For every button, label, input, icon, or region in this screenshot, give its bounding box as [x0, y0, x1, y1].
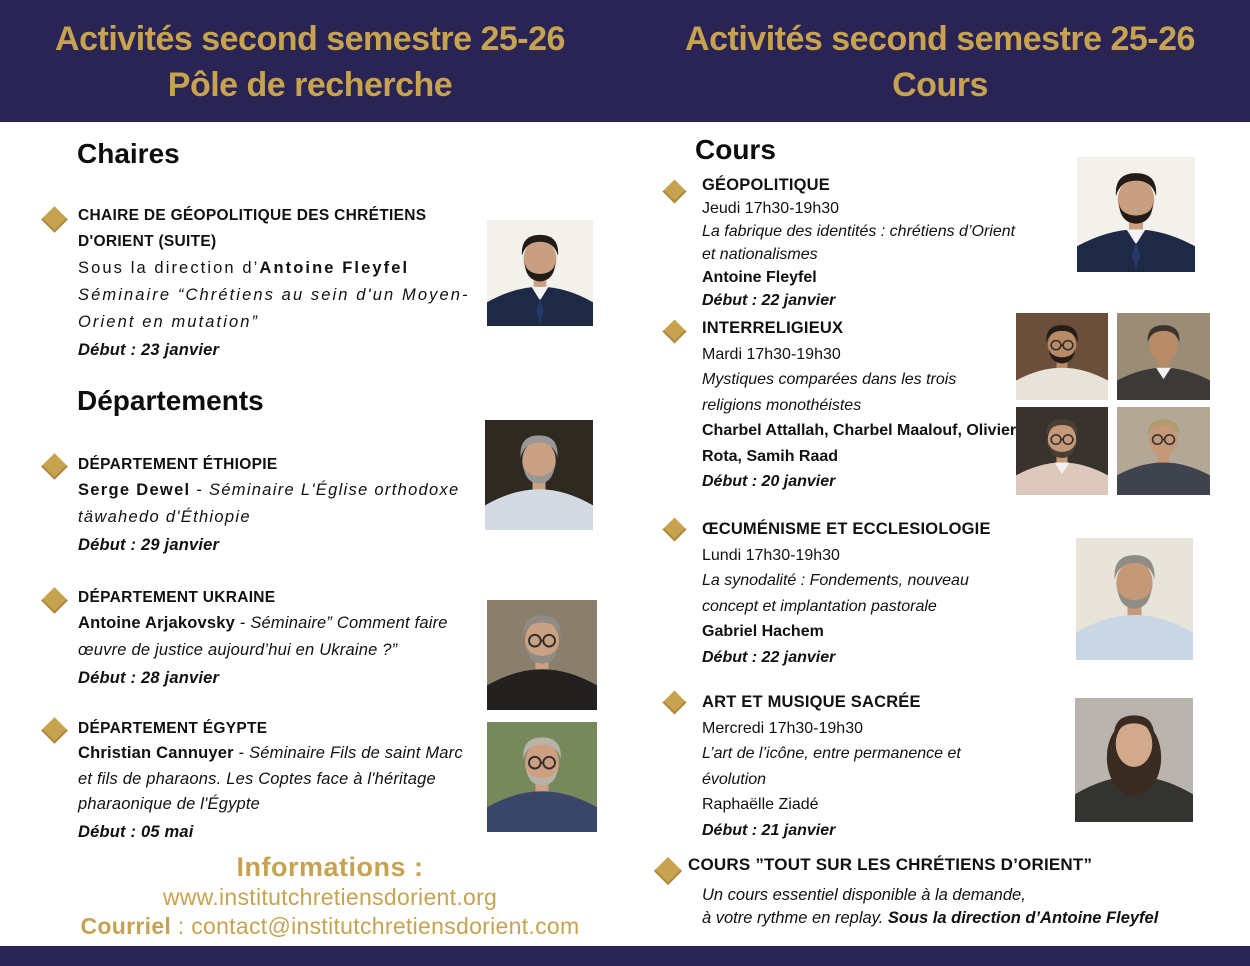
- course-oecumenisme-schedule: Lundi 17h30-19h30: [702, 546, 840, 564]
- top-header-band: [0, 0, 1250, 122]
- course-geopolitique-topic: La fabrique des identités : chrétiens d’Orient et nationalismes: [702, 223, 1016, 263]
- course-art-musique: [702, 690, 1022, 843]
- dept-ethiopie-item: [78, 452, 470, 560]
- dept-ukraine-name: Antoine Arjakovsky: [78, 614, 236, 632]
- photo-interreligieux-4: [1117, 407, 1210, 495]
- chaire-direction-prefix: Sous la direction d’: [78, 259, 260, 277]
- course-oecumenisme-debut: Début : 22 janvier: [702, 648, 836, 666]
- dept-ukraine-title: DÉPARTEMENT UKRAINE: [78, 589, 276, 606]
- course-oecumenisme-title: ŒCUMÉNISME ET ECCLESIOLOGIE: [702, 520, 991, 538]
- diamond-bullet-geopolitique: [662, 179, 686, 203]
- diamond-bullet-ethiopie: [41, 453, 68, 480]
- dept-ethiopie-sep: -: [190, 481, 210, 499]
- course-geopolitique-teacher: Antoine Fleyfel: [702, 269, 817, 286]
- course-art-musique-teacher: Raphaëlle Ziadé: [702, 796, 819, 813]
- dept-egypte-item: [78, 716, 478, 846]
- header-research-line2: Pôle de recherche: [167, 66, 453, 104]
- course-art-musique-topic: L’art de l’icône, entre permanence et évolution: [702, 745, 961, 788]
- bottom-footer-band: [0, 946, 1250, 966]
- course-interreligieux: [702, 316, 1017, 495]
- chaire-seminar: Séminaire “Chrétiens au sein d'un Moyen-Orient en mutation”: [78, 286, 470, 331]
- dept-egypte-debut: Début : 05 mai: [78, 822, 194, 841]
- dept-ethiopie-name: Serge Dewel: [78, 481, 191, 499]
- chaire-debut: Début : 23 janvier: [78, 341, 220, 359]
- chaire-direction-name: Antoine Fleyfel: [259, 259, 410, 277]
- dept-egypte-sep: -: [233, 744, 250, 762]
- departements-heading: Départements: [77, 385, 264, 416]
- course-interreligieux-debut: Début : 20 janvier: [702, 473, 836, 490]
- email-separator: :: [171, 913, 192, 939]
- photo-raphaelle-ziade: [1075, 698, 1193, 822]
- diamond-bullet-interreligieux: [662, 319, 686, 343]
- dept-ethiopie-title: DÉPARTEMENT ÉTHIOPIE: [78, 456, 278, 473]
- dept-ukraine-item: [78, 585, 483, 693]
- course-art-musique-title: ART ET MUSIQUE SACRÉE: [702, 693, 921, 711]
- dept-egypte-title: DÉPARTEMENT ÉGYPTE: [78, 720, 268, 737]
- header-cours-line1: Activités second semestre 25-26: [685, 20, 1195, 58]
- diamond-bullet-chaire: [41, 206, 68, 233]
- photo-gabriel-hachem: [1076, 538, 1193, 660]
- course-oecumenisme: [702, 517, 1032, 670]
- header-research-title: [20, 16, 600, 108]
- email-label: Courriel: [80, 913, 172, 939]
- chaire-geopolitique-item: [78, 203, 470, 365]
- course-geopolitique-schedule: Jeudi 17h30-19h30: [702, 200, 840, 217]
- course-interreligieux-title: INTERRELIGIEUX: [702, 319, 844, 337]
- course-replay-desc: [702, 884, 1222, 930]
- photo-interreligieux-3: [1016, 407, 1108, 495]
- photo-interreligieux-1: [1016, 313, 1108, 400]
- course-replay-direction: Sous la direction d’Antoine Fleyfel: [887, 909, 1159, 927]
- chaires-heading: Chaires: [77, 138, 180, 169]
- course-geopolitique-title: GÉOPOLITIQUE: [702, 176, 830, 194]
- diamond-bullet-replay: [654, 857, 682, 885]
- dept-egypte-name: Christian Cannuyer: [78, 744, 234, 762]
- photo-antoine-fleyfel-chaire: [487, 220, 593, 326]
- diamond-bullet-oecumenisme: [662, 517, 686, 541]
- informations-heading: Informations :: [236, 852, 424, 882]
- course-replay-desc-line2: à votre rythme en replay.: [702, 909, 888, 927]
- course-interreligieux-schedule: Mardi 17h30-19h30: [702, 345, 841, 363]
- photo-serge-dewel: [485, 420, 593, 530]
- dept-ethiopie-seminar: Séminaire L'Église orthodoxe täwahedo d'Éthiopie: [78, 481, 460, 526]
- course-oecumenisme-topic: La synodalité : Fondements, nouveau concept et implantation pastorale: [702, 572, 969, 615]
- chaire-title: CHAIRE DE GÉOPOLITIQUE DES CHRÉTIENS D'ORIENT (SUITE): [78, 207, 427, 250]
- diamond-bullet-egypte: [41, 717, 68, 744]
- header-research-line1: Activités second semestre 25-26: [55, 20, 565, 58]
- photo-interreligieux-2: [1117, 313, 1210, 400]
- header-cours-line2: Cours: [892, 66, 988, 104]
- photo-christian-cannuyer: [487, 722, 597, 832]
- website-link[interactable]: www.institutchretiensdorient.org: [162, 884, 498, 910]
- course-art-musique-debut: Début : 21 janvier: [702, 821, 836, 839]
- diamond-bullet-art-musique: [662, 690, 686, 714]
- dept-ukraine-sep: -: [235, 614, 251, 632]
- dept-ethiopie-debut: Début : 29 janvier: [78, 536, 220, 554]
- course-interreligieux-teachers: Charbel Attallah, Charbel Maalouf, Olivier Rota, Samih Raad: [702, 422, 1017, 465]
- course-oecumenisme-teacher: Gabriel Hachem: [702, 623, 824, 640]
- dept-egypte-seminar: Séminaire Fils de saint Marc et fils de pharaons. Les Coptes face à l'héritage pharaonique de l'Égypte: [78, 744, 463, 813]
- course-geopolitique: [702, 174, 1017, 312]
- diamond-bullet-ukraine: [41, 587, 68, 614]
- course-replay-desc-line1: Un cours essentiel disponible à la demande,: [702, 886, 1026, 904]
- course-interreligieux-topic: Mystiques comparées dans les trois religions monothéistes: [702, 371, 957, 414]
- photo-antoine-fleyfel-cours: [1077, 157, 1195, 272]
- dept-ukraine-debut: Début : 28 janvier: [78, 669, 220, 687]
- cours-heading: Cours: [695, 134, 776, 165]
- header-cours-title: [650, 16, 1230, 108]
- informations-block: [40, 852, 620, 941]
- course-geopolitique-debut: Début : 22 janvier: [702, 292, 836, 309]
- email-link[interactable]: contact@institutchretiensdorient.com: [191, 913, 580, 939]
- dept-ukraine-seminar: Séminaire” Comment faire œuvre de justice aujourd’hui en Ukraine ?”: [78, 614, 448, 659]
- course-art-musique-schedule: Mercredi 17h30-19h30: [702, 719, 863, 737]
- photo-antoine-arjakovsky: [487, 600, 597, 710]
- course-replay-title: COURS ”TOUT SUR LES CHRÉTIENS D’ORIENT”: [688, 855, 1093, 874]
